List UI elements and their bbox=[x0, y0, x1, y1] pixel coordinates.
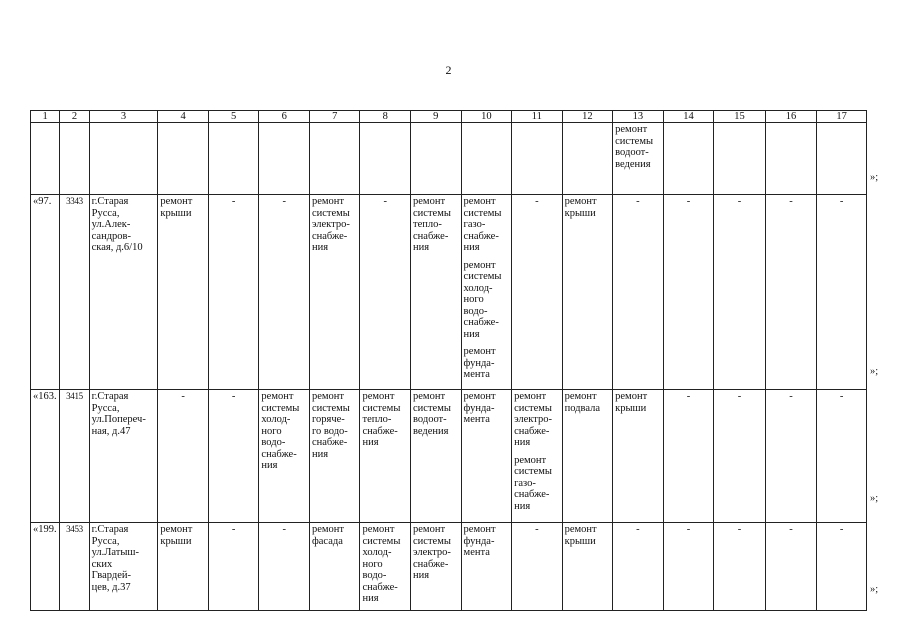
column-number: 4 bbox=[158, 111, 209, 123]
table-cell bbox=[208, 123, 259, 195]
table-cell bbox=[360, 390, 411, 523]
empty-dash: - bbox=[231, 524, 236, 535]
table-cell bbox=[613, 523, 664, 611]
table-cell bbox=[765, 390, 817, 523]
column-number: 11 bbox=[512, 111, 563, 123]
table-cell bbox=[663, 523, 714, 611]
work-type: ремонт фунда- мента bbox=[463, 391, 496, 425]
empty-dash: - bbox=[737, 391, 742, 402]
empty-dash: - bbox=[231, 391, 236, 402]
work-type: ремонт системы водоот- ведения bbox=[615, 124, 654, 170]
empty-dash: - bbox=[737, 196, 742, 207]
table-row bbox=[31, 523, 867, 611]
table-cell bbox=[60, 195, 89, 390]
table-cell bbox=[208, 390, 259, 523]
table-cell bbox=[208, 195, 259, 390]
closing-quote-mark: »; bbox=[870, 493, 879, 504]
work-type: ремонт крыши bbox=[160, 196, 193, 219]
table-cell bbox=[411, 390, 462, 523]
table-cell bbox=[31, 195, 60, 390]
table-cell bbox=[613, 390, 664, 523]
table-cell bbox=[765, 123, 817, 195]
column-number-row bbox=[31, 111, 867, 123]
column-number: 7 bbox=[309, 111, 360, 123]
table-cell bbox=[562, 123, 613, 195]
work-type: ремонт системы электро- снабже- ния bbox=[413, 524, 451, 581]
column-number: 10 bbox=[461, 111, 512, 123]
empty-dash: - bbox=[231, 196, 236, 207]
repair-schedule-table bbox=[30, 110, 867, 611]
work-type: ремонт системы холод- ного водо- снабже- ния bbox=[362, 524, 401, 604]
empty-dash: - bbox=[686, 196, 691, 207]
table-cell bbox=[89, 195, 158, 390]
column-number: 2 bbox=[60, 111, 89, 123]
table-cell bbox=[360, 195, 411, 390]
table-cell bbox=[158, 123, 209, 195]
table-cell bbox=[158, 390, 209, 523]
row-number: «163. bbox=[33, 391, 57, 402]
table-cell bbox=[562, 390, 613, 523]
table-cell bbox=[714, 195, 766, 390]
column-number: 1 bbox=[31, 111, 60, 123]
empty-dash: - bbox=[535, 524, 539, 535]
table-cell bbox=[765, 523, 817, 611]
work-type: ремонт крыши bbox=[160, 524, 193, 547]
empty-dash: - bbox=[636, 524, 640, 535]
column-number: 16 bbox=[765, 111, 817, 123]
table-cell bbox=[461, 123, 512, 195]
building-id: 3415 bbox=[66, 391, 83, 401]
table-row bbox=[31, 195, 867, 390]
table-cell bbox=[89, 123, 158, 195]
work-type: ремонт фунда- мента bbox=[463, 346, 496, 380]
work-type: ремонт системы электро- снабже- ния bbox=[514, 391, 552, 448]
column-number: 6 bbox=[259, 111, 310, 123]
table-cell bbox=[31, 523, 60, 611]
table-cell bbox=[512, 390, 563, 523]
table-cell bbox=[259, 523, 310, 611]
table-cell bbox=[613, 123, 664, 195]
table-cell bbox=[512, 523, 563, 611]
empty-dash: - bbox=[383, 196, 387, 207]
empty-dash: - bbox=[839, 196, 844, 207]
building-address: г.Старая Русса, ул.Алек- сандров- ская, д.6/10 bbox=[91, 196, 143, 253]
empty-dash: - bbox=[282, 524, 286, 535]
table-cell bbox=[259, 123, 310, 195]
table-cell bbox=[360, 523, 411, 611]
table-cell bbox=[89, 390, 158, 523]
work-type: ремонт системы тепло- снабже- ния bbox=[362, 391, 401, 448]
column-number: 8 bbox=[360, 111, 411, 123]
empty-dash: - bbox=[686, 524, 691, 535]
table-cell bbox=[714, 390, 766, 523]
table-cell bbox=[309, 123, 360, 195]
table-cell bbox=[817, 523, 867, 611]
table-cell bbox=[817, 195, 867, 390]
table-cell bbox=[461, 390, 512, 523]
work-type: ремонт крыши bbox=[615, 391, 648, 414]
table-cell bbox=[259, 195, 310, 390]
building-address: г.Старая Русса, ул.Латыш- ских Гвардей- цев, д.37 bbox=[91, 524, 140, 593]
empty-dash: - bbox=[839, 391, 844, 402]
table-cell bbox=[562, 523, 613, 611]
table-cell bbox=[512, 195, 563, 390]
empty-dash: - bbox=[282, 196, 286, 207]
empty-dash: - bbox=[181, 391, 185, 402]
column-number: 13 bbox=[613, 111, 664, 123]
column-number: 5 bbox=[208, 111, 259, 123]
table-cell bbox=[60, 390, 89, 523]
table-cell bbox=[714, 523, 766, 611]
empty-dash: - bbox=[737, 524, 742, 535]
work-type: ремонт системы тепло- снабже- ния bbox=[413, 196, 451, 253]
empty-dash: - bbox=[789, 196, 793, 207]
work-type: ремонт крыши bbox=[564, 196, 597, 219]
column-number: 14 bbox=[663, 111, 714, 123]
table-cell bbox=[714, 123, 766, 195]
work-type: ремонт фасада bbox=[311, 524, 344, 547]
work-type: ремонт системы водоот- ведения bbox=[413, 391, 451, 437]
page-number: 2 bbox=[445, 63, 452, 77]
table-cell bbox=[411, 523, 462, 611]
empty-dash: - bbox=[789, 391, 793, 402]
table-cell bbox=[309, 390, 360, 523]
table-cell bbox=[309, 195, 360, 390]
table-cell bbox=[411, 123, 462, 195]
work-type: ремонт системы холод- ного водо- снабже- ния bbox=[463, 259, 502, 340]
building-id: 3343 bbox=[66, 196, 83, 206]
column-number: 12 bbox=[562, 111, 613, 123]
table-cell bbox=[663, 390, 714, 523]
table-cell bbox=[158, 195, 209, 390]
table-cell bbox=[259, 390, 310, 523]
table-cell bbox=[562, 195, 613, 390]
work-type: ремонт системы холод- ного водо- снабже- ния bbox=[261, 391, 300, 471]
work-type: ремонт системы газо- снабже- ния bbox=[514, 454, 552, 512]
empty-dash: - bbox=[636, 196, 640, 207]
table-cell bbox=[158, 523, 209, 611]
row-number: «199. bbox=[33, 524, 57, 535]
table-cell bbox=[817, 390, 867, 523]
work-type: ремонт крыши bbox=[564, 524, 597, 547]
table-cell bbox=[31, 390, 60, 523]
closing-quote-mark: »; bbox=[870, 172, 879, 183]
table-cell bbox=[309, 523, 360, 611]
table-cell bbox=[461, 195, 512, 390]
column-number: 9 bbox=[411, 111, 462, 123]
work-type: ремонт системы горяче- го водо- снабже- ния bbox=[311, 391, 350, 460]
table-cell bbox=[208, 523, 259, 611]
row-number: «97. bbox=[33, 196, 52, 207]
table-cell bbox=[663, 123, 714, 195]
table-cell bbox=[765, 195, 817, 390]
empty-dash: - bbox=[839, 524, 844, 535]
continuation-row bbox=[31, 123, 867, 195]
work-type: ремонт системы газо- снабже- ния bbox=[463, 196, 502, 253]
table-cell bbox=[360, 123, 411, 195]
table-cell bbox=[613, 195, 664, 390]
empty-dash: - bbox=[789, 524, 793, 535]
building-address: г.Старая Русса, ул.Попереч- ная, д.47 bbox=[91, 391, 146, 437]
column-number: 15 bbox=[714, 111, 766, 123]
closing-quote-mark: »; bbox=[870, 584, 879, 595]
table-cell bbox=[60, 123, 89, 195]
column-number: 17 bbox=[817, 111, 867, 123]
table-cell bbox=[31, 123, 60, 195]
column-number: 3 bbox=[89, 111, 158, 123]
building-id: 3453 bbox=[66, 524, 83, 534]
table-cell bbox=[663, 195, 714, 390]
empty-dash: - bbox=[686, 391, 691, 402]
closing-quote-mark: »; bbox=[870, 366, 879, 377]
table-cell bbox=[89, 523, 158, 611]
work-type: ремонт подвала bbox=[564, 391, 600, 414]
table-cell bbox=[411, 195, 462, 390]
table-cell bbox=[817, 123, 867, 195]
work-type: ремонт системы электро- снабже- ния bbox=[311, 196, 350, 253]
table-cell bbox=[60, 523, 89, 611]
empty-dash: - bbox=[535, 196, 539, 207]
table-cell bbox=[461, 523, 512, 611]
table-row bbox=[31, 390, 867, 523]
table-cell bbox=[512, 123, 563, 195]
work-type: ремонт фунда- мента bbox=[463, 524, 496, 558]
